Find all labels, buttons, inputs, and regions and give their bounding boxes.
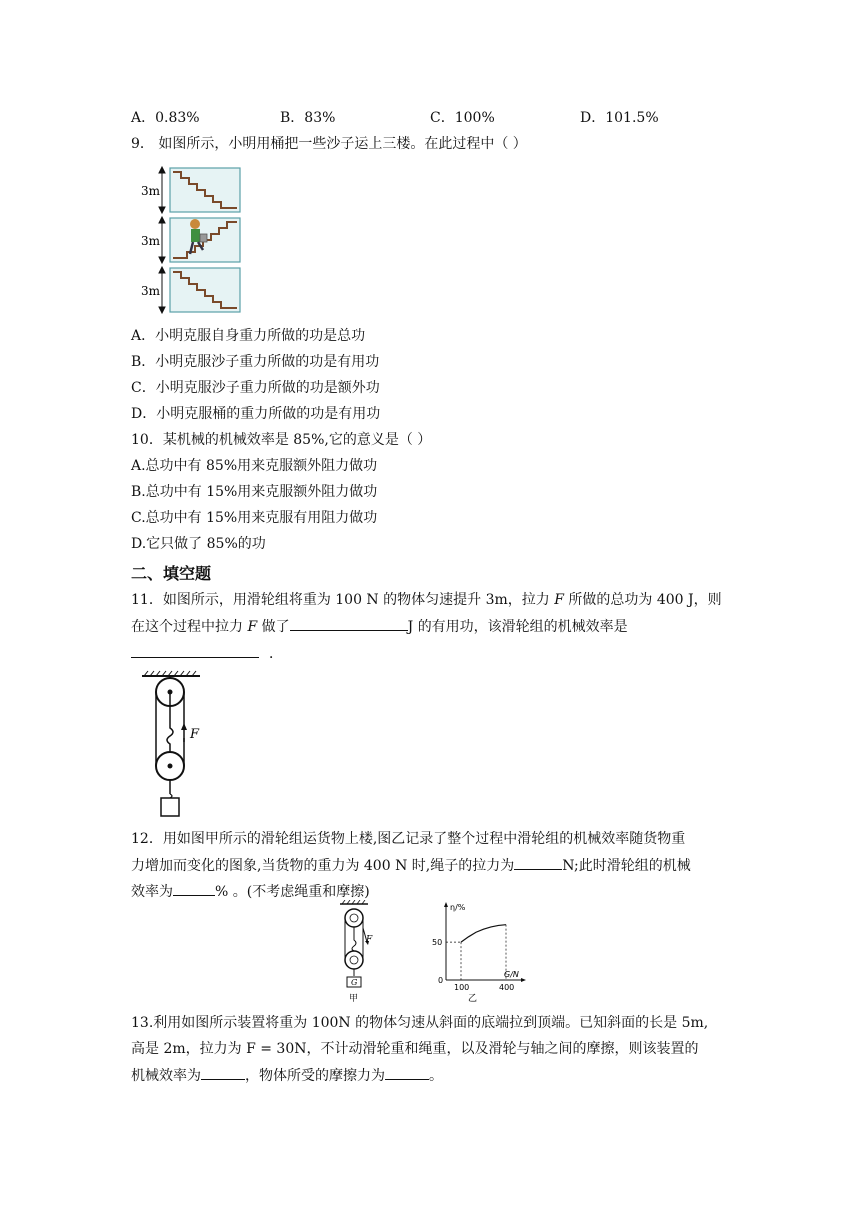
height-label-middle: 3m — [141, 234, 161, 248]
origin-label: 0 — [438, 976, 444, 985]
pulley-figure — [140, 670, 220, 820]
q11-line-3: ． — [131, 643, 283, 664]
q9-option-d: D．小明克服桶的重力所做的功是有用功 — [131, 406, 381, 422]
y-axis-label: η/% — [450, 903, 466, 912]
q13-line-1: 13.利用如图所示装置将重为 100N 的物体匀速从斜面的底端拉到顶端。已知斜面的长是 5m, — [131, 1015, 709, 1031]
q10-option-c: C.总功中有 15%用来克服有用阻力做功 — [131, 510, 378, 526]
x-tick-label: 400 — [499, 983, 515, 992]
q11-line-1: 11．如图所示，用滑轮组将重为 100 N 的物体匀速提升 3m，拉力 F 所做的总功为 400 J，则 — [131, 592, 722, 608]
q12-line-2: 力增加而变化的图象,当货物的重力为 400 N 时,绳子的拉力为 N;此时滑轮组的机械 — [131, 855, 691, 876]
q13-line-2: 高是 2m，拉力为 F = 30N，不计动滑轮重和绳重，以及滑轮与轴之间的摩擦，则该装置的 — [131, 1041, 699, 1057]
fig-a-weight-label: G — [351, 978, 358, 987]
y-axis-arrow — [444, 902, 448, 907]
q10-option-a: A.总功中有 85%用来克服额外阻力做功 — [131, 458, 378, 474]
q9-option-b: B．小明克服沙子重力所做的功是有用功 — [131, 354, 380, 370]
q13-blank-efficiency[interactable] — [201, 1065, 245, 1080]
floor-panel-middle — [170, 218, 240, 262]
floor-panel-top — [170, 168, 240, 212]
q11-blank-useful-work[interactable] — [290, 616, 408, 631]
q11-line-2: 在这个过程中拉力 F 做了 J 的有用功，该滑轮组的机械效率是 — [131, 616, 628, 637]
x-axis-arrow — [521, 978, 526, 982]
pulley-figure-jia — [334, 900, 380, 1004]
q9-option-c: C．小明克服沙子重力所做的功是额外功 — [131, 380, 380, 396]
efficiency-curve — [461, 925, 506, 942]
stairs-figure — [137, 164, 243, 314]
force-label: F — [190, 727, 200, 742]
q10-option-d: D.它只做了 85%的功 — [131, 536, 266, 552]
q12-line-1: 12．用如图甲所示的滑轮组运货物上楼,图乙记录了整个过程中滑轮组的机械效率随货物重 — [131, 831, 686, 847]
y-tick-label: 50 — [432, 938, 443, 948]
fig-b-caption: 乙 — [468, 994, 478, 1004]
q10-option-b: B.总功中有 15%用来克服额外阻力做功 — [131, 484, 378, 500]
q9-stem: 9． 如图所示，小明用桶把一些沙子运上三楼。在此过程中（ ） — [131, 136, 527, 152]
q8-option-b: B．83% — [280, 110, 336, 126]
x-tick-label: 100 — [454, 983, 470, 992]
x-axis-label: G/N — [504, 970, 519, 979]
section-heading: 二、填空题 — [131, 564, 212, 583]
q10-stem: 10．某机械的机械效率是 85%,它的意义是（ ） — [131, 432, 432, 448]
q13-blank-friction[interactable] — [385, 1065, 429, 1080]
q12-line-3: 效率为 % 。(不考虑绳重和摩擦) — [131, 881, 370, 902]
q8-option-c: C．100% — [430, 110, 495, 126]
height-label-top: 3m — [141, 184, 161, 198]
floor-panel-bottom — [170, 268, 240, 312]
q8-option-d: D．101.5% — [580, 110, 659, 126]
q13-line-3: 机械效率为 ，物体所受的摩擦力为 。 — [131, 1065, 443, 1086]
q11-blank-efficiency[interactable] — [131, 643, 259, 658]
fig-a-force-label: F — [366, 935, 373, 945]
fig-a-caption: 甲 — [349, 994, 359, 1004]
efficiency-chart — [418, 900, 528, 1004]
q8-option-a: A．0.83% — [131, 110, 200, 126]
height-label-bottom: 3m — [141, 284, 161, 298]
q12-blank-efficiency[interactable] — [173, 881, 215, 896]
q12-blank-tension[interactable] — [514, 855, 562, 870]
q9-option-a: A．小明克服自身重力所做的功是总功 — [131, 328, 366, 344]
